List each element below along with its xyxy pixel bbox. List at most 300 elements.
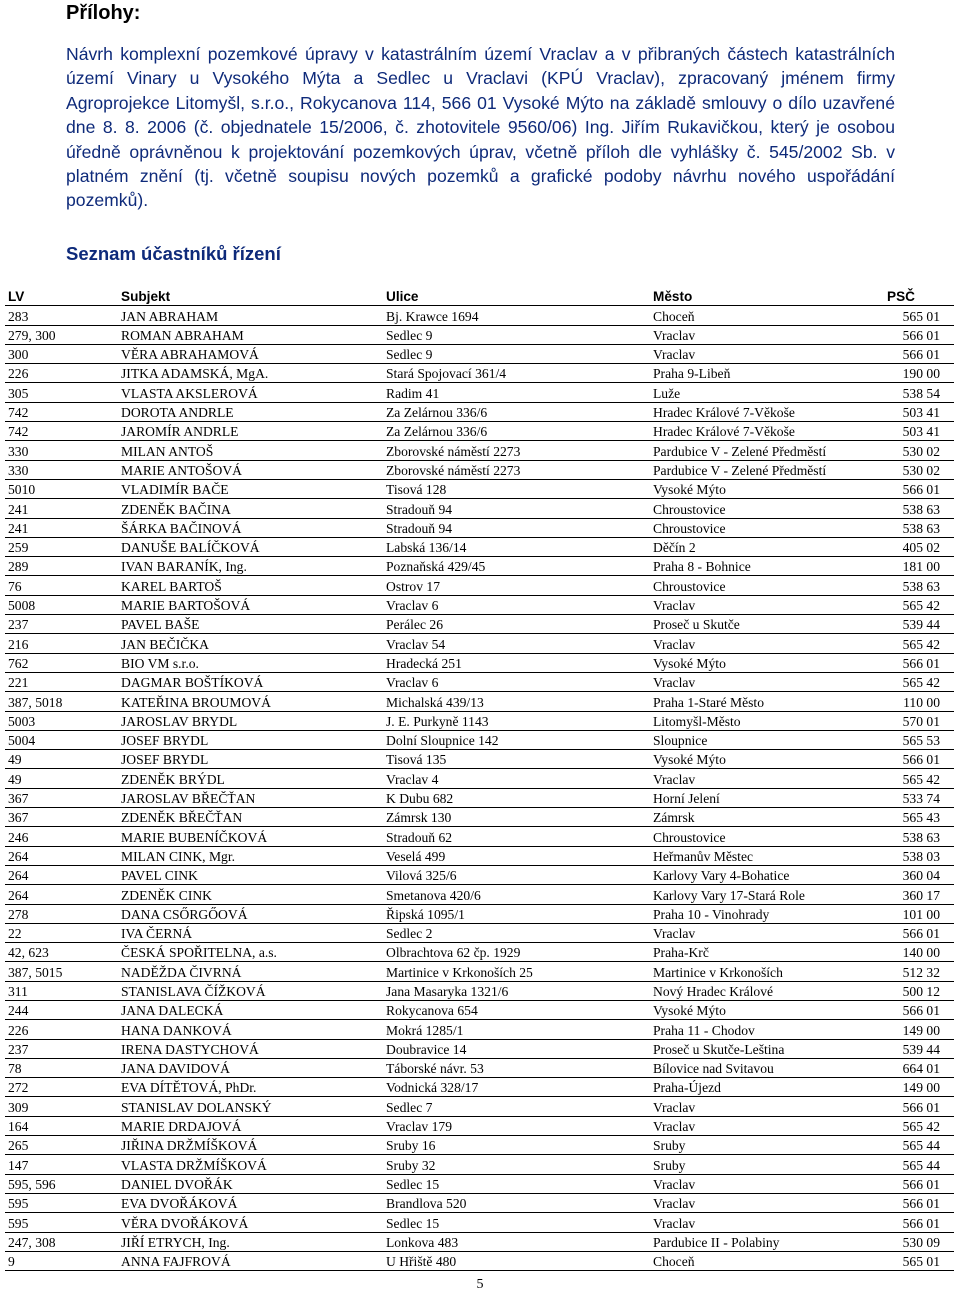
- cell-psc: 565 42: [869, 1116, 954, 1135]
- cell-lv: 367: [5, 808, 118, 827]
- cell-lv: 762: [5, 653, 118, 672]
- cell-ulice: Brandlova 520: [383, 1193, 650, 1212]
- table-row: [5, 1174, 954, 1193]
- cell-ulice: Vraclav 6: [383, 672, 650, 691]
- cell-psc: 538 63: [869, 518, 954, 537]
- cell-subjekt: ROMAN ABRAHAM: [118, 325, 383, 344]
- table-row: [5, 1039, 954, 1058]
- cell-lv: 265: [5, 1136, 118, 1155]
- table-row: [5, 344, 954, 363]
- cell-subjekt: JOSEF BRYDL: [118, 750, 383, 769]
- cell-psc: 566 01: [869, 1213, 954, 1232]
- cell-subjekt: BIO VM s.r.o.: [118, 653, 383, 672]
- cell-subjekt: JAROSLAV BŘEČŤAN: [118, 788, 383, 807]
- cell-ulice: Vodnická 328/17: [383, 1078, 650, 1097]
- table-row: [5, 479, 954, 498]
- cell-lv: 237: [5, 1039, 118, 1058]
- cell-psc: 566 01: [869, 923, 954, 942]
- cell-mesto: Praha 1-Staré Město: [650, 692, 869, 711]
- cell-mesto: Choceň: [650, 306, 869, 325]
- cell-mesto: Heřmanův Městec: [650, 846, 869, 865]
- cell-subjekt: VĚRA DVOŘÁKOVÁ: [118, 1213, 383, 1232]
- cell-mesto: Chroustovice: [650, 576, 869, 595]
- table-row: [5, 441, 954, 460]
- cell-lv: 279, 300: [5, 325, 118, 344]
- table-row: [5, 1155, 954, 1174]
- cell-ulice: Sruby 32: [383, 1155, 650, 1174]
- cell-lv: 595, 596: [5, 1174, 118, 1193]
- table-row: [5, 615, 954, 634]
- table-row: [5, 537, 954, 556]
- cell-psc: 565 53: [869, 730, 954, 749]
- cell-psc: 533 74: [869, 788, 954, 807]
- cell-subjekt: KATEŘINA BROUMOVÁ: [118, 692, 383, 711]
- table-row: [5, 769, 954, 788]
- cell-mesto: Chroustovice: [650, 827, 869, 846]
- cell-lv: 387, 5015: [5, 962, 118, 981]
- table-row: [5, 788, 954, 807]
- cell-lv: 300: [5, 344, 118, 363]
- cell-psc: 570 01: [869, 711, 954, 730]
- cell-subjekt: JANA DALECKÁ: [118, 1000, 383, 1019]
- cell-subjekt: KAREL BARTOŠ: [118, 576, 383, 595]
- cell-ulice: Stará Spojovací 361/4: [383, 364, 650, 383]
- table-row: [5, 1078, 954, 1097]
- intro-paragraph: Návrh komplexní pozemkové úpravy v katastrálním území Vraclav a v přibraných částech katastrálních území Vinary u Vysokého Mýta a Sedlec u Vraclavi (KPÚ Vraclav), zpracovaný jménem firmy Agroprojekce Litomyšl, s.r.o., Rokycanova 114, 566 01 Vysoké Mýto na základě smlouvy o dílo uzavřené dne 8. 8. 2006 (č. objednatele 15/2006, č. zhotovitele 9560/06) Ing. Jiřím Rukavičkou, který je osobou úředně oprávněnou k projektování pozemkových úprav, včetně příloh dle vyhlášky č. 545/2002 Sb. v platném znění (tj. včetně soupisu nových pozemků a grafické podoby návrhu nového uspořádání pozemků).: [66, 44, 895, 211]
- table-row: [5, 1251, 954, 1270]
- cell-lv: 246: [5, 827, 118, 846]
- cell-subjekt: JOSEF BRYDL: [118, 730, 383, 749]
- cell-mesto: Vraclav: [650, 1097, 869, 1116]
- table-row: [5, 962, 954, 981]
- cell-psc: 565 44: [869, 1136, 954, 1155]
- cell-subjekt: ČESKÁ SPOŘITELNA, a.s.: [118, 943, 383, 962]
- column-header-mesto: Město: [650, 287, 869, 306]
- cell-ulice: Zborovské náměstí 2273: [383, 460, 650, 479]
- cell-lv: 226: [5, 364, 118, 383]
- cell-subjekt: DANA CSŐRGŐOVÁ: [118, 904, 383, 923]
- table-row: [5, 364, 954, 383]
- cell-ulice: Řipská 1095/1: [383, 904, 650, 923]
- cell-ulice: Sedlec 7: [383, 1097, 650, 1116]
- cell-lv: 289: [5, 557, 118, 576]
- cell-mesto: Martinice v Krkonoších: [650, 962, 869, 981]
- attachments-heading: Přílohy:: [66, 2, 141, 24]
- cell-psc: 565 01: [869, 1251, 954, 1270]
- cell-ulice: Táborské návr. 53: [383, 1058, 650, 1077]
- cell-subjekt: JAN BEČIČKA: [118, 634, 383, 653]
- table-row: [5, 653, 954, 672]
- cell-psc: 566 01: [869, 1000, 954, 1019]
- cell-mesto: Proseč u Skutče: [650, 615, 869, 634]
- cell-ulice: K Dubu 682: [383, 788, 650, 807]
- cell-subjekt: VLASTA DRŽMÍŠKOVÁ: [118, 1155, 383, 1174]
- cell-subjekt: DAGMAR BOŠTÍKOVÁ: [118, 672, 383, 691]
- cell-mesto: Děčín 2: [650, 537, 869, 556]
- cell-lv: 164: [5, 1116, 118, 1135]
- cell-psc: 530 02: [869, 460, 954, 479]
- cell-ulice: Olbrachtova 62 čp. 1929: [383, 943, 650, 962]
- cell-subjekt: ŠÁRKA BAČINOVÁ: [118, 518, 383, 537]
- table-row: [5, 711, 954, 730]
- column-header-psc: PSČ: [869, 287, 954, 306]
- cell-psc: 538 63: [869, 576, 954, 595]
- cell-ulice: Mokrá 1285/1: [383, 1020, 650, 1039]
- cell-mesto: Praha 10 - Vinohrady: [650, 904, 869, 923]
- cell-psc: 530 02: [869, 441, 954, 460]
- cell-ulice: Doubravice 14: [383, 1039, 650, 1058]
- cell-ulice: Vraclav 4: [383, 769, 650, 788]
- cell-ulice: Tisová 128: [383, 479, 650, 498]
- cell-mesto: Vraclav: [650, 1213, 869, 1232]
- cell-subjekt: ZDENĚK BAČINA: [118, 499, 383, 518]
- cell-mesto: Praha-Krč: [650, 943, 869, 962]
- cell-subjekt: ZDENĚK BŘEČŤAN: [118, 808, 383, 827]
- table-row: [5, 306, 954, 325]
- cell-ulice: Jana Masaryka 1321/6: [383, 981, 650, 1000]
- cell-lv: 5008: [5, 595, 118, 614]
- cell-psc: 538 63: [869, 827, 954, 846]
- cell-mesto: Vraclav: [650, 672, 869, 691]
- participants-list-title: Seznam účastníků řízení: [66, 243, 281, 264]
- cell-mesto: Hradec Králové 7-Věkoše: [650, 422, 869, 441]
- cell-mesto: Praha-Újezd: [650, 1078, 869, 1097]
- cell-psc: 566 01: [869, 1097, 954, 1116]
- table-row: [5, 904, 954, 923]
- cell-lv: 241: [5, 518, 118, 537]
- cell-subjekt: MARIE BARTOŠOVÁ: [118, 595, 383, 614]
- cell-lv: 78: [5, 1058, 118, 1077]
- cell-lv: 5003: [5, 711, 118, 730]
- cell-ulice: Vilová 325/6: [383, 865, 650, 884]
- cell-subjekt: IVAN BARANÍK, Ing.: [118, 557, 383, 576]
- cell-ulice: Vraclav 179: [383, 1116, 650, 1135]
- table-row: [5, 692, 954, 711]
- cell-mesto: Chroustovice: [650, 518, 869, 537]
- cell-ulice: Sedlec 15: [383, 1213, 650, 1232]
- cell-ulice: Perálec 26: [383, 615, 650, 634]
- cell-psc: 565 43: [869, 808, 954, 827]
- table-row: [5, 1213, 954, 1232]
- cell-lv: 278: [5, 904, 118, 923]
- cell-mesto: Vysoké Mýto: [650, 1000, 869, 1019]
- cell-mesto: Nový Hradec Králové: [650, 981, 869, 1000]
- cell-psc: 566 01: [869, 1193, 954, 1212]
- cell-ulice: Vraclav 6: [383, 595, 650, 614]
- cell-psc: 110 00: [869, 692, 954, 711]
- cell-lv: 216: [5, 634, 118, 653]
- cell-psc: 360 04: [869, 865, 954, 884]
- cell-subjekt: MARIE BUBENÍČKOVÁ: [118, 827, 383, 846]
- cell-psc: 538 03: [869, 846, 954, 865]
- cell-psc: 538 63: [869, 499, 954, 518]
- cell-mesto: Pardubice V - Zelené Předměstí: [650, 441, 869, 460]
- cell-mesto: Vraclav: [650, 634, 869, 653]
- cell-lv: 367: [5, 788, 118, 807]
- cell-ulice: Sedlec 9: [383, 325, 650, 344]
- cell-ulice: Stradouň 94: [383, 518, 650, 537]
- cell-ulice: Smetanova 420/6: [383, 885, 650, 904]
- cell-ulice: Lonkova 483: [383, 1232, 650, 1251]
- table-row: [5, 846, 954, 865]
- cell-psc: 140 00: [869, 943, 954, 962]
- cell-lv: 147: [5, 1155, 118, 1174]
- cell-ulice: Sedlec 9: [383, 344, 650, 363]
- cell-psc: 149 00: [869, 1078, 954, 1097]
- table-row: [5, 1097, 954, 1116]
- cell-mesto: Vraclav: [650, 1174, 869, 1193]
- cell-subjekt: PAVEL CINK: [118, 865, 383, 884]
- cell-lv: 264: [5, 865, 118, 884]
- cell-lv: 259: [5, 537, 118, 556]
- cell-ulice: Zámrsk 130: [383, 808, 650, 827]
- cell-psc: 566 01: [869, 750, 954, 769]
- cell-ulice: Stradouň 62: [383, 827, 650, 846]
- cell-psc: 538 54: [869, 383, 954, 402]
- cell-subjekt: EVA DÍTĚTOVÁ, PhDr.: [118, 1078, 383, 1097]
- cell-ulice: Dolní Sloupnice 142: [383, 730, 650, 749]
- table-row: [5, 981, 954, 1000]
- cell-subjekt: JAN ABRAHAM: [118, 306, 383, 325]
- cell-lv: 22: [5, 923, 118, 942]
- cell-lv: 305: [5, 383, 118, 402]
- table-row: [5, 1193, 954, 1212]
- cell-psc: 565 42: [869, 672, 954, 691]
- cell-psc: 566 01: [869, 653, 954, 672]
- column-header-subjekt: Subjekt: [118, 287, 383, 306]
- cell-lv: 42, 623: [5, 943, 118, 962]
- cell-lv: 595: [5, 1213, 118, 1232]
- cell-subjekt: PAVEL BAŠE: [118, 615, 383, 634]
- table-row: [5, 402, 954, 421]
- cell-lv: 244: [5, 1000, 118, 1019]
- cell-subjekt: MARIE ANTOŠOVÁ: [118, 460, 383, 479]
- cell-mesto: Vraclav: [650, 344, 869, 363]
- column-header-ulice: Ulice: [383, 287, 650, 306]
- cell-lv: 264: [5, 846, 118, 865]
- cell-mesto: Karlovy Vary 4-Bohatice: [650, 865, 869, 884]
- table-row: [5, 923, 954, 942]
- cell-ulice: Sedlec 15: [383, 1174, 650, 1193]
- cell-lv: 283: [5, 306, 118, 325]
- cell-subjekt: MILAN ANTOŠ: [118, 441, 383, 460]
- cell-subjekt: STANISLAV DOLANSKÝ: [118, 1097, 383, 1116]
- cell-ulice: Veselá 499: [383, 846, 650, 865]
- cell-subjekt: HANA DANKOVÁ: [118, 1020, 383, 1039]
- cell-subjekt: JIŘÍ ETRYCH, Ing.: [118, 1232, 383, 1251]
- table-row: [5, 672, 954, 691]
- cell-mesto: Luže: [650, 383, 869, 402]
- cell-ulice: Zborovské náměstí 2273: [383, 441, 650, 460]
- table-row: [5, 518, 954, 537]
- cell-subjekt: JAROMÍR ANDRLE: [118, 422, 383, 441]
- table-body: [5, 306, 954, 1271]
- cell-psc: 512 32: [869, 962, 954, 981]
- cell-mesto: Vraclav: [650, 325, 869, 344]
- cell-psc: 664 01: [869, 1058, 954, 1077]
- table-row: [5, 1020, 954, 1039]
- cell-psc: 360 17: [869, 885, 954, 904]
- cell-mesto: Zámrsk: [650, 808, 869, 827]
- table-row: [5, 325, 954, 344]
- cell-mesto: Hradec Králové 7-Věkoše: [650, 402, 869, 421]
- cell-mesto: Vysoké Mýto: [650, 653, 869, 672]
- cell-subjekt: NADĚŽDA ČIVRNÁ: [118, 962, 383, 981]
- cell-mesto: Vraclav: [650, 1116, 869, 1135]
- table-row: [5, 557, 954, 576]
- cell-subjekt: ZDENĚK CINK: [118, 885, 383, 904]
- cell-lv: 387, 5018: [5, 692, 118, 711]
- cell-mesto: Vraclav: [650, 1193, 869, 1212]
- cell-psc: 503 41: [869, 402, 954, 421]
- cell-ulice: Labská 136/14: [383, 537, 650, 556]
- table-row: [5, 499, 954, 518]
- cell-mesto: Proseč u Skutče-Leština: [650, 1039, 869, 1058]
- cell-lv: 226: [5, 1020, 118, 1039]
- cell-subjekt: DANIEL DVOŘÁK: [118, 1174, 383, 1193]
- table-row: [5, 730, 954, 749]
- table-row: [5, 1232, 954, 1251]
- table-row: [5, 1000, 954, 1019]
- cell-lv: 49: [5, 769, 118, 788]
- cell-subjekt: EVA DVOŘÁKOVÁ: [118, 1193, 383, 1212]
- cell-psc: 565 01: [869, 306, 954, 325]
- cell-subjekt: DANUŠE BALÍČKOVÁ: [118, 537, 383, 556]
- cell-subjekt: VLADIMÍR BAČE: [118, 479, 383, 498]
- table-row: [5, 460, 954, 479]
- cell-psc: 190 00: [869, 364, 954, 383]
- cell-ulice: Radim 41: [383, 383, 650, 402]
- cell-ulice: Bj. Krawce 1694: [383, 306, 650, 325]
- cell-lv: 742: [5, 402, 118, 421]
- table-row: [5, 595, 954, 614]
- cell-ulice: U Hřiště 480: [383, 1251, 650, 1270]
- cell-subjekt: JITKA ADAMSKÁ, MgA.: [118, 364, 383, 383]
- table-row: [5, 383, 954, 402]
- cell-psc: 101 00: [869, 904, 954, 923]
- cell-psc: 566 01: [869, 1174, 954, 1193]
- cell-mesto: Litomyšl-Město: [650, 711, 869, 730]
- cell-psc: 566 01: [869, 325, 954, 344]
- column-header-lv: LV: [5, 287, 118, 306]
- cell-ulice: Za Zelárnou 336/6: [383, 402, 650, 421]
- cell-ulice: Stradouň 94: [383, 499, 650, 518]
- cell-ulice: Martinice v Krkonoších 25: [383, 962, 650, 981]
- cell-psc: 539 44: [869, 1039, 954, 1058]
- cell-mesto: Chroustovice: [650, 499, 869, 518]
- cell-subjekt: ANNA FAJFROVÁ: [118, 1251, 383, 1270]
- table-row: [5, 943, 954, 962]
- cell-lv: 76: [5, 576, 118, 595]
- table-row: [5, 634, 954, 653]
- cell-ulice: J. E. Purkyně 1143: [383, 711, 650, 730]
- table-row: [5, 808, 954, 827]
- cell-subjekt: DOROTA ANDRLE: [118, 402, 383, 421]
- cell-lv: 264: [5, 885, 118, 904]
- table-row: [5, 865, 954, 884]
- cell-subjekt: JIŘINA DRŽMÍŠKOVÁ: [118, 1136, 383, 1155]
- table-row: [5, 422, 954, 441]
- cell-subjekt: ZDENĚK BRÝDL: [118, 769, 383, 788]
- cell-mesto: Sruby: [650, 1136, 869, 1155]
- table-row: [5, 827, 954, 846]
- cell-mesto: Vysoké Mýto: [650, 479, 869, 498]
- cell-lv: 595: [5, 1193, 118, 1212]
- cell-subjekt: IVA ČERNÁ: [118, 923, 383, 942]
- participants-table: [5, 287, 954, 1271]
- cell-lv: 9: [5, 1251, 118, 1270]
- cell-mesto: Vraclav: [650, 769, 869, 788]
- cell-mesto: Karlovy Vary 17-Stará Role: [650, 885, 869, 904]
- cell-mesto: Praha 11 - Chodov: [650, 1020, 869, 1039]
- cell-subjekt: JANA DAVIDOVÁ: [118, 1058, 383, 1077]
- cell-psc: 539 44: [869, 615, 954, 634]
- table-row: [5, 1136, 954, 1155]
- table-row: [5, 1116, 954, 1135]
- cell-psc: 566 01: [869, 344, 954, 363]
- cell-mesto: Praha 9-Libeň: [650, 364, 869, 383]
- cell-mesto: Sruby: [650, 1155, 869, 1174]
- cell-mesto: Pardubice V - Zelené Předměstí: [650, 460, 869, 479]
- table-header-row: [5, 287, 954, 306]
- table-row: [5, 885, 954, 904]
- cell-lv: 5004: [5, 730, 118, 749]
- cell-subjekt: VLASTA AKSLEROVÁ: [118, 383, 383, 402]
- page-number: 5: [476, 1277, 484, 1292]
- cell-lv: 49: [5, 750, 118, 769]
- cell-psc: 503 41: [869, 422, 954, 441]
- cell-lv: 330: [5, 460, 118, 479]
- cell-psc: 565 44: [869, 1155, 954, 1174]
- cell-lv: 309: [5, 1097, 118, 1116]
- cell-lv: 742: [5, 422, 118, 441]
- cell-psc: 181 00: [869, 557, 954, 576]
- cell-ulice: Poznaňská 429/45: [383, 557, 650, 576]
- cell-ulice: Ostrov 17: [383, 576, 650, 595]
- cell-lv: 272: [5, 1078, 118, 1097]
- cell-mesto: Choceň: [650, 1251, 869, 1270]
- cell-psc: 500 12: [869, 981, 954, 1000]
- cell-mesto: Vysoké Mýto: [650, 750, 869, 769]
- cell-subjekt: IRENA DASTYCHOVÁ: [118, 1039, 383, 1058]
- cell-psc: 405 02: [869, 537, 954, 556]
- cell-ulice: Rokycanova 654: [383, 1000, 650, 1019]
- cell-lv: 247, 308: [5, 1232, 118, 1251]
- cell-mesto: Horní Jelení: [650, 788, 869, 807]
- table-row: [5, 1058, 954, 1077]
- cell-ulice: Vraclav 54: [383, 634, 650, 653]
- cell-lv: 221: [5, 672, 118, 691]
- table-row: [5, 576, 954, 595]
- cell-ulice: Tisová 135: [383, 750, 650, 769]
- cell-psc: 566 01: [869, 479, 954, 498]
- cell-psc: 565 42: [869, 595, 954, 614]
- cell-mesto: Bílovice nad Svitavou: [650, 1058, 869, 1077]
- cell-mesto: Vraclav: [650, 923, 869, 942]
- cell-mesto: Praha 8 - Bohnice: [650, 557, 869, 576]
- cell-subjekt: STANISLAVA ČÍŽKOVÁ: [118, 981, 383, 1000]
- cell-psc: 565 42: [869, 634, 954, 653]
- cell-psc: 565 42: [869, 769, 954, 788]
- cell-lv: 5010: [5, 479, 118, 498]
- cell-subjekt: MARIE DRDAJOVÁ: [118, 1116, 383, 1135]
- cell-ulice: Michalská 439/13: [383, 692, 650, 711]
- table-row: [5, 750, 954, 769]
- cell-lv: 241: [5, 499, 118, 518]
- cell-lv: 311: [5, 981, 118, 1000]
- cell-mesto: Pardubice II - Polabiny: [650, 1232, 869, 1251]
- cell-ulice: Hradecká 251: [383, 653, 650, 672]
